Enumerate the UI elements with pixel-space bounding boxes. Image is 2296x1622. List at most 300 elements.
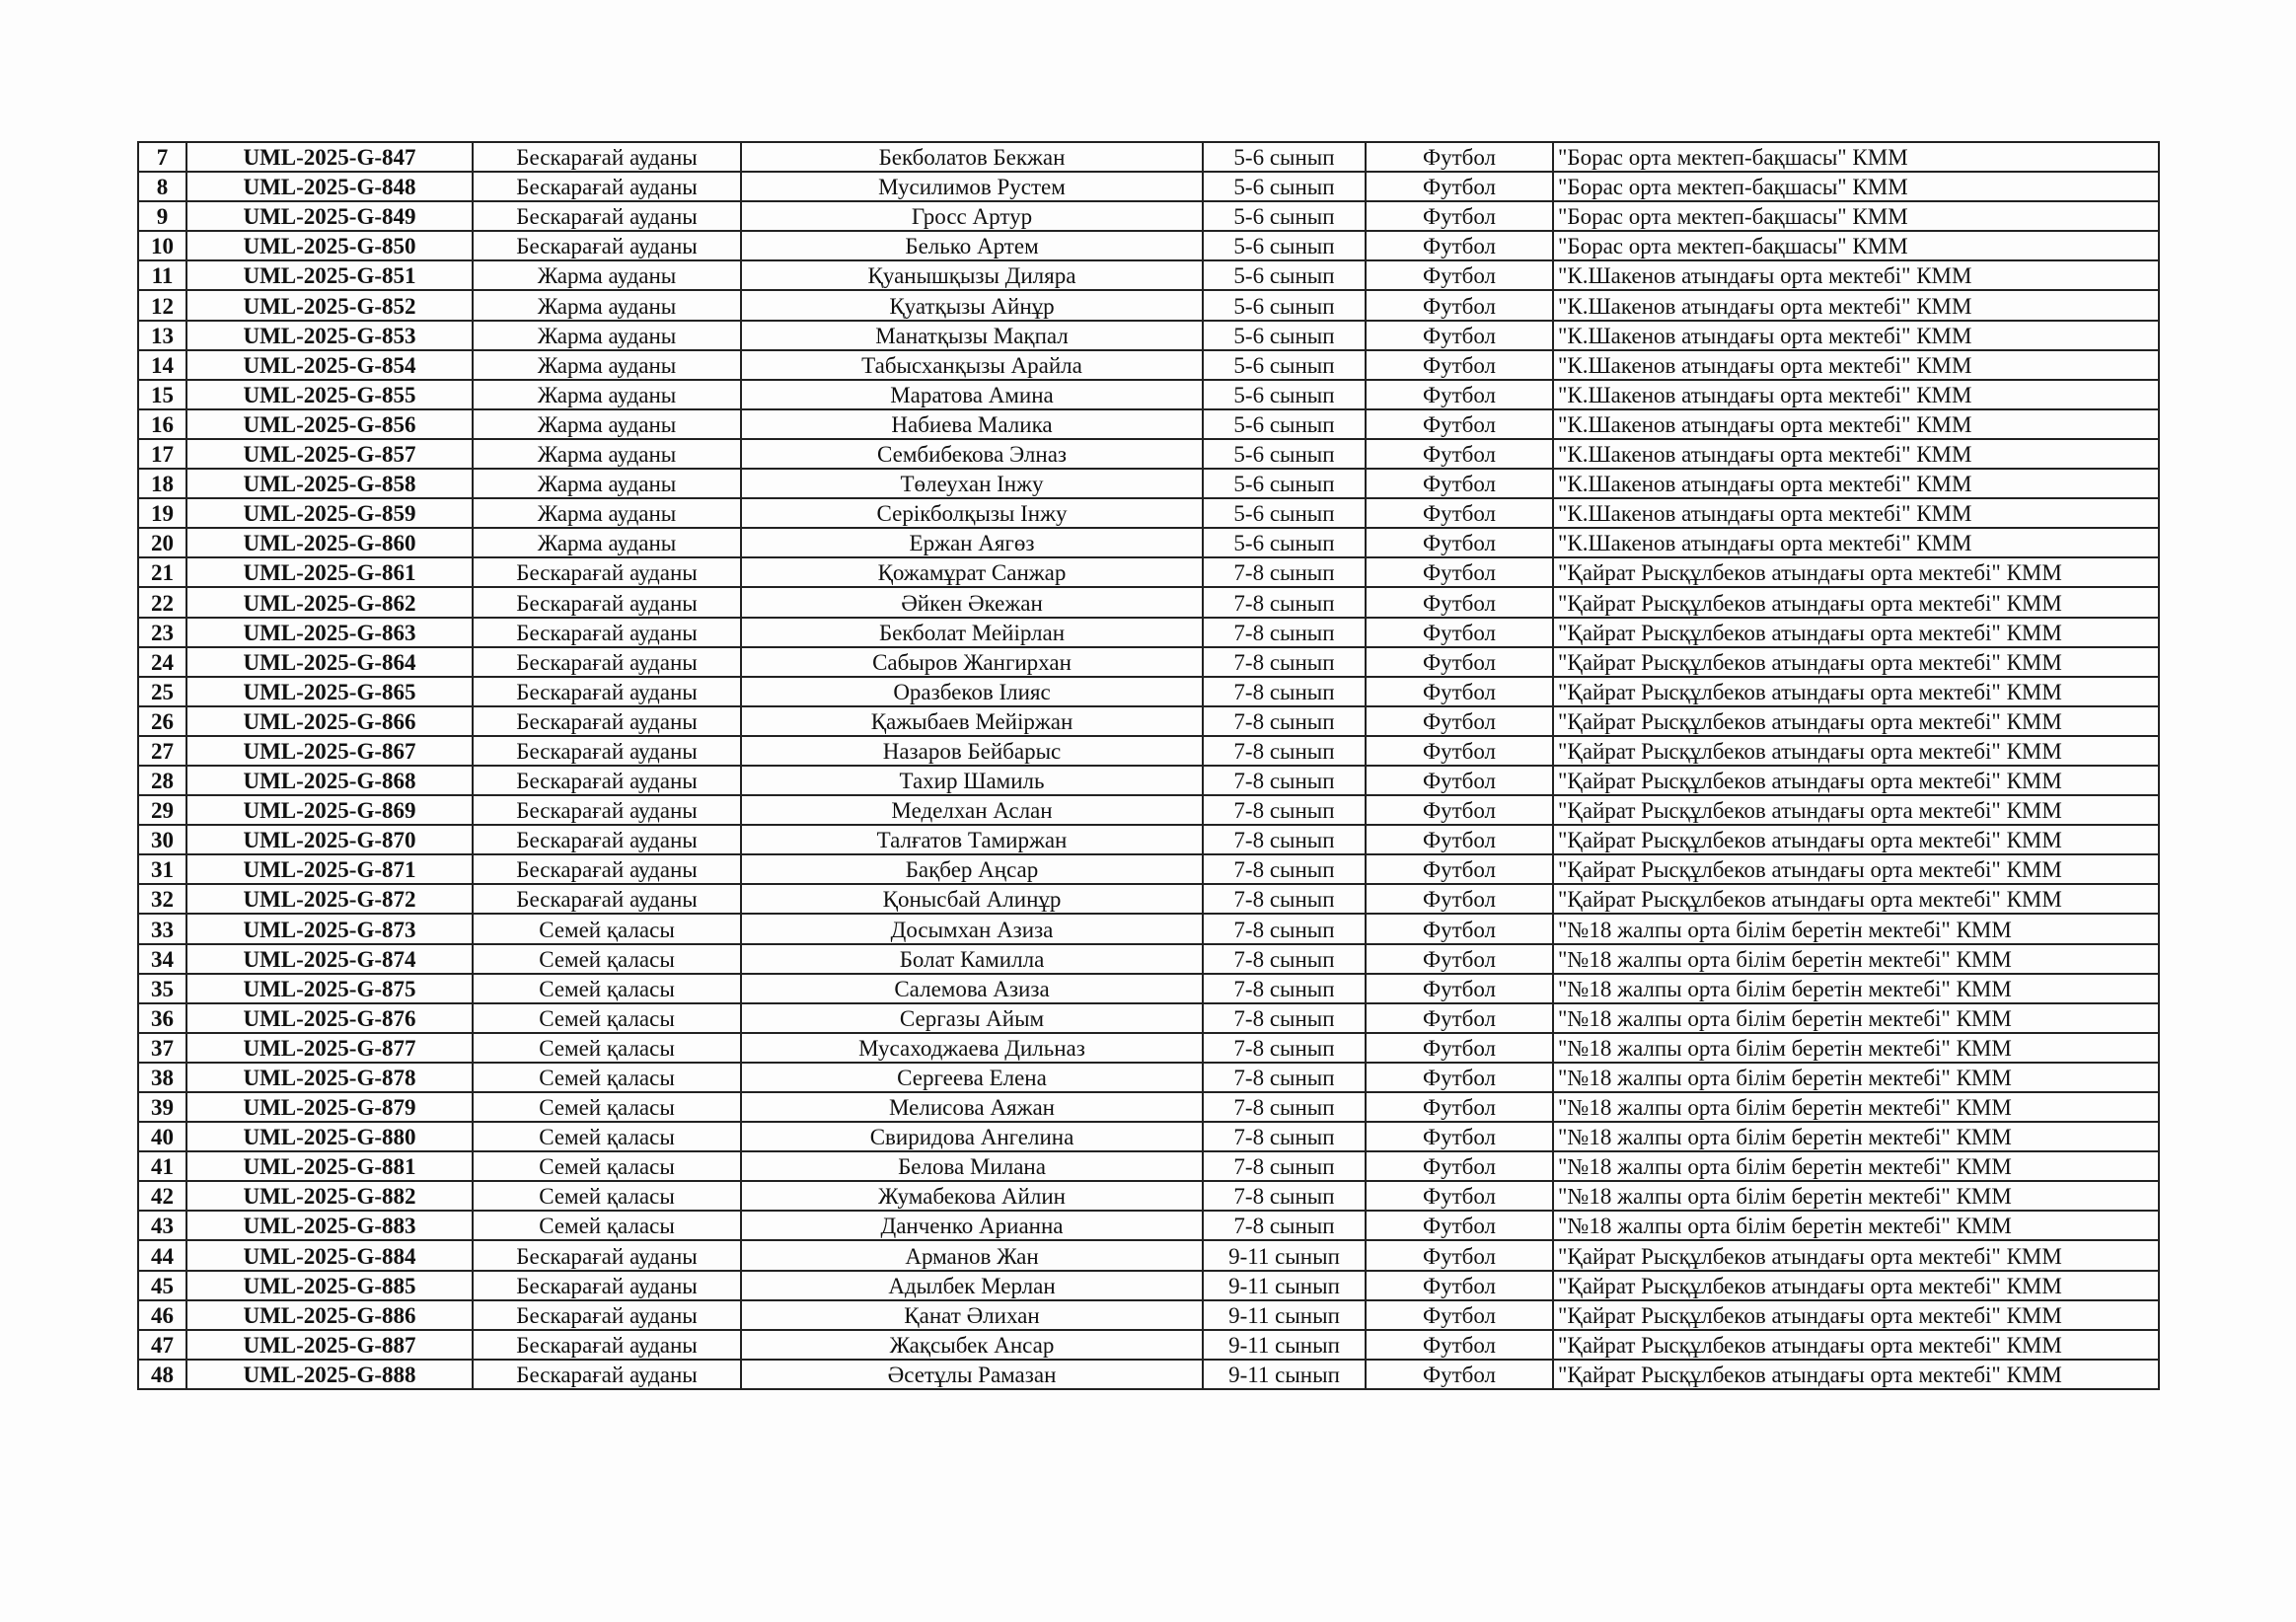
district-cell: Семей қаласы xyxy=(473,974,741,1003)
participant-code-cell: UML-2025-G-864 xyxy=(186,647,473,677)
district-cell: Семей қаласы xyxy=(473,1211,741,1240)
grade-group-cell: 7-8 сынып xyxy=(1203,706,1366,736)
district-cell: Семей қаласы xyxy=(473,1063,741,1092)
participant-name-cell: Салемова Азиза xyxy=(741,974,1203,1003)
row-number-cell: 23 xyxy=(138,618,186,647)
participant-name-cell: Сембибекова Элназ xyxy=(741,439,1203,469)
grade-group-cell: 7-8 сынып xyxy=(1203,825,1366,854)
school-name-cell: "Қайрат Рысқұлбеков атындағы орта мектебі" КММ xyxy=(1553,736,2159,766)
row-number-cell: 48 xyxy=(138,1360,186,1389)
district-cell: Бескарағай ауданы xyxy=(473,618,741,647)
participant-code-cell: UML-2025-G-879 xyxy=(186,1092,473,1122)
row-number-cell: 47 xyxy=(138,1330,186,1360)
table-row xyxy=(138,914,2159,943)
sport-cell: Футбол xyxy=(1366,944,1553,974)
participant-name-cell: Свиридова Ангелина xyxy=(741,1122,1203,1151)
school-name-cell: "Қайрат Рысқұлбеков атындағы орта мектебі" КММ xyxy=(1553,1300,2159,1330)
grade-group-cell: 5-6 сынып xyxy=(1203,260,1366,290)
sport-cell: Футбол xyxy=(1366,1003,1553,1033)
participants-table xyxy=(137,141,2160,1390)
participant-name-cell: Әсетұлы Рамазан xyxy=(741,1360,1203,1389)
school-name-cell: "К.Шакенов атындағы орта мектебі" КММ xyxy=(1553,498,2159,528)
school-name-cell: "Қайрат Рысқұлбеков атындағы орта мектебі" КММ xyxy=(1553,1360,2159,1389)
grade-group-cell: 7-8 сынып xyxy=(1203,557,1366,587)
row-number-cell: 41 xyxy=(138,1151,186,1181)
district-cell: Семей қаласы xyxy=(473,1181,741,1211)
row-number-cell: 16 xyxy=(138,409,186,439)
row-number-cell: 36 xyxy=(138,1003,186,1033)
school-name-cell: "Қайрат Рысқұлбеков атындағы орта мектебі" КММ xyxy=(1553,706,2159,736)
participant-code-cell: UML-2025-G-882 xyxy=(186,1181,473,1211)
participant-name-cell: Серікболқызы Інжу xyxy=(741,498,1203,528)
grade-group-cell: 9-11 сынып xyxy=(1203,1300,1366,1330)
grade-group-cell: 5-6 сынып xyxy=(1203,439,1366,469)
participant-name-cell: Арманов Жан xyxy=(741,1240,1203,1270)
participant-name-cell: Данченко Арианна xyxy=(741,1211,1203,1240)
district-cell: Семей қаласы xyxy=(473,1092,741,1122)
district-cell: Бескарағай ауданы xyxy=(473,172,741,201)
grade-group-cell: 7-8 сынып xyxy=(1203,587,1366,617)
participant-code-cell: UML-2025-G-880 xyxy=(186,1122,473,1151)
participant-name-cell: Оразбеков Ілияс xyxy=(741,677,1203,706)
table-row xyxy=(138,944,2159,974)
grade-group-cell: 5-6 сынып xyxy=(1203,380,1366,409)
sport-cell: Футбол xyxy=(1366,914,1553,943)
district-cell: Жарма ауданы xyxy=(473,260,741,290)
grade-group-cell: 5-6 сынып xyxy=(1203,142,1366,172)
participant-name-cell: Сергазы Айым xyxy=(741,1003,1203,1033)
table-row xyxy=(138,1122,2159,1151)
grade-group-cell: 5-6 сынып xyxy=(1203,321,1366,350)
sport-cell: Футбол xyxy=(1366,498,1553,528)
grade-group-cell: 7-8 сынып xyxy=(1203,1033,1366,1063)
district-cell: Бескарағай ауданы xyxy=(473,854,741,884)
sport-cell: Футбол xyxy=(1366,172,1553,201)
grade-group-cell: 9-11 сынып xyxy=(1203,1271,1366,1300)
school-name-cell: "Қайрат Рысқұлбеков атындағы орта мектебі" КММ xyxy=(1553,1330,2159,1360)
participant-name-cell: Қожамұрат Санжар xyxy=(741,557,1203,587)
table-row xyxy=(138,795,2159,825)
participant-code-cell: UML-2025-G-885 xyxy=(186,1271,473,1300)
participant-code-cell: UML-2025-G-877 xyxy=(186,1033,473,1063)
row-number-cell: 32 xyxy=(138,884,186,914)
sport-cell: Футбол xyxy=(1366,1181,1553,1211)
table-row xyxy=(138,528,2159,557)
row-number-cell: 43 xyxy=(138,1211,186,1240)
district-cell: Бескарағай ауданы xyxy=(473,677,741,706)
district-cell: Жарма ауданы xyxy=(473,469,741,498)
sport-cell: Футбол xyxy=(1366,1122,1553,1151)
table-row xyxy=(138,766,2159,795)
row-number-cell: 25 xyxy=(138,677,186,706)
sport-cell: Футбол xyxy=(1366,1271,1553,1300)
sport-cell: Футбол xyxy=(1366,1211,1553,1240)
participant-code-cell: UML-2025-G-850 xyxy=(186,231,473,260)
row-number-cell: 7 xyxy=(138,142,186,172)
participant-code-cell: UML-2025-G-873 xyxy=(186,914,473,943)
school-name-cell: "№18 жалпы орта білім беретін мектебі" КММ xyxy=(1553,1181,2159,1211)
table-row xyxy=(138,706,2159,736)
participant-name-cell: Маратова Амина xyxy=(741,380,1203,409)
table-row xyxy=(138,1240,2159,1270)
school-name-cell: "№18 жалпы орта білім беретін мектебі" КММ xyxy=(1553,974,2159,1003)
grade-group-cell: 7-8 сынып xyxy=(1203,1003,1366,1033)
grade-group-cell: 7-8 сынып xyxy=(1203,1092,1366,1122)
row-number-cell: 12 xyxy=(138,290,186,320)
school-name-cell: "К.Шакенов атындағы орта мектебі" КММ xyxy=(1553,409,2159,439)
sport-cell: Футбол xyxy=(1366,1151,1553,1181)
table-row xyxy=(138,231,2159,260)
row-number-cell: 30 xyxy=(138,825,186,854)
participant-code-cell: UML-2025-G-857 xyxy=(186,439,473,469)
participant-code-cell: UML-2025-G-878 xyxy=(186,1063,473,1092)
participant-name-cell: Болат Камилла xyxy=(741,944,1203,974)
school-name-cell: "№18 жалпы орта білім беретін мектебі" КММ xyxy=(1553,914,2159,943)
district-cell: Бескарағай ауданы xyxy=(473,736,741,766)
table-row xyxy=(138,884,2159,914)
participants-table-body xyxy=(138,142,2159,1389)
participant-code-cell: UML-2025-G-865 xyxy=(186,677,473,706)
district-cell: Бескарағай ауданы xyxy=(473,825,741,854)
participant-name-cell: Адылбек Мерлан xyxy=(741,1271,1203,1300)
participant-name-cell: Меделхан Аслан xyxy=(741,795,1203,825)
grade-group-cell: 7-8 сынып xyxy=(1203,974,1366,1003)
table-row xyxy=(138,825,2159,854)
participant-code-cell: UML-2025-G-848 xyxy=(186,172,473,201)
sport-cell: Футбол xyxy=(1366,766,1553,795)
district-cell: Семей қаласы xyxy=(473,914,741,943)
school-name-cell: "Қайрат Рысқұлбеков атындағы орта мектебі" КММ xyxy=(1553,884,2159,914)
district-cell: Семей қаласы xyxy=(473,1122,741,1151)
school-name-cell: "№18 жалпы орта білім беретін мектебі" КММ xyxy=(1553,1033,2159,1063)
participant-code-cell: UML-2025-G-867 xyxy=(186,736,473,766)
sport-cell: Футбол xyxy=(1366,1300,1553,1330)
table-row xyxy=(138,350,2159,380)
participant-code-cell: UML-2025-G-851 xyxy=(186,260,473,290)
district-cell: Бескарағай ауданы xyxy=(473,706,741,736)
participant-code-cell: UML-2025-G-856 xyxy=(186,409,473,439)
sport-cell: Футбол xyxy=(1366,677,1553,706)
sport-cell: Футбол xyxy=(1366,439,1553,469)
table-row xyxy=(138,1092,2159,1122)
table-row xyxy=(138,142,2159,172)
row-number-cell: 35 xyxy=(138,974,186,1003)
grade-group-cell: 7-8 сынып xyxy=(1203,1211,1366,1240)
sport-cell: Футбол xyxy=(1366,557,1553,587)
sport-cell: Футбол xyxy=(1366,142,1553,172)
participant-code-cell: UML-2025-G-876 xyxy=(186,1003,473,1033)
district-cell: Бескарағай ауданы xyxy=(473,795,741,825)
table-row xyxy=(138,469,2159,498)
school-name-cell: "Қайрат Рысқұлбеков атындағы орта мектебі" КММ xyxy=(1553,854,2159,884)
district-cell: Бескарағай ауданы xyxy=(473,201,741,231)
school-name-cell: "Қайрат Рысқұлбеков атындағы орта мектебі" КММ xyxy=(1553,1271,2159,1300)
participant-name-cell: Сабыров Жангирхан xyxy=(741,647,1203,677)
participant-code-cell: UML-2025-G-883 xyxy=(186,1211,473,1240)
sport-cell: Футбол xyxy=(1366,974,1553,1003)
table-row xyxy=(138,409,2159,439)
school-name-cell: "Қайрат Рысқұлбеков атындағы орта мектебі" КММ xyxy=(1553,1240,2159,1270)
sport-cell: Футбол xyxy=(1366,884,1553,914)
school-name-cell: "К.Шакенов атындағы орта мектебі" КММ xyxy=(1553,439,2159,469)
grade-group-cell: 7-8 сынып xyxy=(1203,647,1366,677)
grade-group-cell: 7-8 сынып xyxy=(1203,1063,1366,1092)
participant-code-cell: UML-2025-G-862 xyxy=(186,587,473,617)
school-name-cell: "К.Шакенов атындағы орта мектебі" КММ xyxy=(1553,350,2159,380)
sport-cell: Футбол xyxy=(1366,321,1553,350)
sport-cell: Футбол xyxy=(1366,290,1553,320)
sport-cell: Футбол xyxy=(1366,350,1553,380)
sport-cell: Футбол xyxy=(1366,201,1553,231)
school-name-cell: "Қайрат Рысқұлбеков атындағы орта мектебі" КММ xyxy=(1553,766,2159,795)
row-number-cell: 39 xyxy=(138,1092,186,1122)
row-number-cell: 20 xyxy=(138,528,186,557)
participant-name-cell: Тахир Шамиль xyxy=(741,766,1203,795)
table-row xyxy=(138,439,2159,469)
school-name-cell: "№18 жалпы орта білім беретін мектебі" КММ xyxy=(1553,1003,2159,1033)
sport-cell: Футбол xyxy=(1366,587,1553,617)
grade-group-cell: 5-6 сынып xyxy=(1203,172,1366,201)
school-name-cell: "К.Шакенов атындағы орта мектебі" КММ xyxy=(1553,290,2159,320)
grade-group-cell: 7-8 сынып xyxy=(1203,1151,1366,1181)
district-cell: Бескарағай ауданы xyxy=(473,1240,741,1270)
sport-cell: Футбол xyxy=(1366,1240,1553,1270)
district-cell: Бескарағай ауданы xyxy=(473,231,741,260)
participant-code-cell: UML-2025-G-860 xyxy=(186,528,473,557)
table-row xyxy=(138,1271,2159,1300)
row-number-cell: 34 xyxy=(138,944,186,974)
participant-name-cell: Мусилимов Рустем xyxy=(741,172,1203,201)
school-name-cell: "К.Шакенов атындағы орта мектебі" КММ xyxy=(1553,260,2159,290)
participant-name-cell: Қуанышқызы Диляра xyxy=(741,260,1203,290)
school-name-cell: "Қайрат Рысқұлбеков атындағы орта мектебі" КММ xyxy=(1553,647,2159,677)
grade-group-cell: 7-8 сынып xyxy=(1203,795,1366,825)
participant-name-cell: Жумабекова Айлин xyxy=(741,1181,1203,1211)
table-row xyxy=(138,498,2159,528)
participant-name-cell: Қанат Әлихан xyxy=(741,1300,1203,1330)
grade-group-cell: 5-6 сынып xyxy=(1203,201,1366,231)
participant-code-cell: UML-2025-G-887 xyxy=(186,1330,473,1360)
participant-code-cell: UML-2025-G-869 xyxy=(186,795,473,825)
district-cell: Жарма ауданы xyxy=(473,409,741,439)
sport-cell: Футбол xyxy=(1366,706,1553,736)
sport-cell: Футбол xyxy=(1366,1033,1553,1063)
participant-name-cell: Белько Артем xyxy=(741,231,1203,260)
grade-group-cell: 7-8 сынып xyxy=(1203,1181,1366,1211)
district-cell: Бескарағай ауданы xyxy=(473,647,741,677)
school-name-cell: "Қайрат Рысқұлбеков атындағы орта мектебі" КММ xyxy=(1553,677,2159,706)
school-name-cell: "Қайрат Рысқұлбеков атындағы орта мектебі" КММ xyxy=(1553,587,2159,617)
sport-cell: Футбол xyxy=(1366,736,1553,766)
participant-code-cell: UML-2025-G-863 xyxy=(186,618,473,647)
grade-group-cell: 7-8 сынып xyxy=(1203,944,1366,974)
participant-code-cell: UML-2025-G-847 xyxy=(186,142,473,172)
school-name-cell: "К.Шакенов атындағы орта мектебі" КММ xyxy=(1553,469,2159,498)
district-cell: Жарма ауданы xyxy=(473,321,741,350)
school-name-cell: "К.Шакенов атындағы орта мектебі" КММ xyxy=(1553,321,2159,350)
row-number-cell: 9 xyxy=(138,201,186,231)
row-number-cell: 15 xyxy=(138,380,186,409)
participant-name-cell: Ержан Аягөз xyxy=(741,528,1203,557)
grade-group-cell: 7-8 сынып xyxy=(1203,618,1366,647)
participant-code-cell: UML-2025-G-870 xyxy=(186,825,473,854)
row-number-cell: 22 xyxy=(138,587,186,617)
school-name-cell: "Қайрат Рысқұлбеков атындағы орта мектебі" КММ xyxy=(1553,557,2159,587)
sport-cell: Футбол xyxy=(1366,618,1553,647)
participant-code-cell: UML-2025-G-861 xyxy=(186,557,473,587)
participant-name-cell: Сергеева Елена xyxy=(741,1063,1203,1092)
row-number-cell: 38 xyxy=(138,1063,186,1092)
participant-name-cell: Жақсыбек Ансар xyxy=(741,1330,1203,1360)
table-row xyxy=(138,1360,2159,1389)
district-cell: Семей қаласы xyxy=(473,1033,741,1063)
district-cell: Семей қаласы xyxy=(473,1151,741,1181)
row-number-cell: 17 xyxy=(138,439,186,469)
district-cell: Жарма ауданы xyxy=(473,528,741,557)
district-cell: Жарма ауданы xyxy=(473,439,741,469)
row-number-cell: 46 xyxy=(138,1300,186,1330)
participant-code-cell: UML-2025-G-849 xyxy=(186,201,473,231)
row-number-cell: 37 xyxy=(138,1033,186,1063)
table-row xyxy=(138,1181,2159,1211)
district-cell: Бескарағай ауданы xyxy=(473,884,741,914)
participant-code-cell: UML-2025-G-884 xyxy=(186,1240,473,1270)
sport-cell: Футбол xyxy=(1366,260,1553,290)
sport-cell: Футбол xyxy=(1366,854,1553,884)
table-row xyxy=(138,647,2159,677)
grade-group-cell: 7-8 сынып xyxy=(1203,766,1366,795)
participant-code-cell: UML-2025-G-874 xyxy=(186,944,473,974)
table-row xyxy=(138,618,2159,647)
table-row xyxy=(138,974,2159,1003)
participant-code-cell: UML-2025-G-872 xyxy=(186,884,473,914)
sport-cell: Футбол xyxy=(1366,1330,1553,1360)
participant-code-cell: UML-2025-G-854 xyxy=(186,350,473,380)
district-cell: Бескарағай ауданы xyxy=(473,587,741,617)
school-name-cell: "Қайрат Рысқұлбеков атындағы орта мектебі" КММ xyxy=(1553,618,2159,647)
participant-code-cell: UML-2025-G-852 xyxy=(186,290,473,320)
row-number-cell: 18 xyxy=(138,469,186,498)
row-number-cell: 28 xyxy=(138,766,186,795)
sport-cell: Футбол xyxy=(1366,409,1553,439)
table-row xyxy=(138,380,2159,409)
grade-group-cell: 7-8 сынып xyxy=(1203,914,1366,943)
grade-group-cell: 7-8 сынып xyxy=(1203,884,1366,914)
sport-cell: Футбол xyxy=(1366,647,1553,677)
table-row xyxy=(138,1063,2159,1092)
participant-code-cell: UML-2025-G-886 xyxy=(186,1300,473,1330)
participant-name-cell: Назаров Бейбарыс xyxy=(741,736,1203,766)
school-name-cell: "Борас орта мектеп-бақшасы" КММ xyxy=(1553,231,2159,260)
school-name-cell: "Борас орта мектеп-бақшасы" КММ xyxy=(1553,172,2159,201)
participant-code-cell: UML-2025-G-853 xyxy=(186,321,473,350)
table-row xyxy=(138,201,2159,231)
row-number-cell: 13 xyxy=(138,321,186,350)
school-name-cell: "№18 жалпы орта білім беретін мектебі" КММ xyxy=(1553,1151,2159,1181)
participant-name-cell: Бекболатов Бекжан xyxy=(741,142,1203,172)
district-cell: Семей қаласы xyxy=(473,944,741,974)
grade-group-cell: 5-6 сынып xyxy=(1203,231,1366,260)
grade-group-cell: 7-8 сынып xyxy=(1203,854,1366,884)
participant-name-cell: Мелисова Аяжан xyxy=(741,1092,1203,1122)
row-number-cell: 33 xyxy=(138,914,186,943)
sport-cell: Футбол xyxy=(1366,469,1553,498)
table-row xyxy=(138,854,2159,884)
grade-group-cell: 5-6 сынып xyxy=(1203,350,1366,380)
grade-group-cell: 7-8 сынып xyxy=(1203,677,1366,706)
grade-group-cell: 5-6 сынып xyxy=(1203,469,1366,498)
participant-code-cell: UML-2025-G-871 xyxy=(186,854,473,884)
participant-name-cell: Қонысбай Алинұр xyxy=(741,884,1203,914)
row-number-cell: 14 xyxy=(138,350,186,380)
school-name-cell: "№18 жалпы орта білім беретін мектебі" КММ xyxy=(1553,1063,2159,1092)
table-row xyxy=(138,1151,2159,1181)
row-number-cell: 8 xyxy=(138,172,186,201)
grade-group-cell: 9-11 сынып xyxy=(1203,1330,1366,1360)
district-cell: Жарма ауданы xyxy=(473,350,741,380)
participant-code-cell: UML-2025-G-881 xyxy=(186,1151,473,1181)
participant-name-cell: Табысханқызы Арайла xyxy=(741,350,1203,380)
participant-name-cell: Гросс Артур xyxy=(741,201,1203,231)
participant-name-cell: Набиева Малика xyxy=(741,409,1203,439)
participant-name-cell: Досымхан Азиза xyxy=(741,914,1203,943)
school-name-cell: "№18 жалпы орта білім беретін мектебі" КММ xyxy=(1553,1092,2159,1122)
school-name-cell: "№18 жалпы орта білім беретін мектебі" КММ xyxy=(1553,1211,2159,1240)
district-cell: Бескарағай ауданы xyxy=(473,142,741,172)
participant-code-cell: UML-2025-G-858 xyxy=(186,469,473,498)
district-cell: Жарма ауданы xyxy=(473,498,741,528)
grade-group-cell: 5-6 сынып xyxy=(1203,528,1366,557)
row-number-cell: 24 xyxy=(138,647,186,677)
table-row xyxy=(138,677,2159,706)
school-name-cell: "К.Шакенов атындағы орта мектебі" КММ xyxy=(1553,380,2159,409)
participant-name-cell: Қуатқызы Айнұр xyxy=(741,290,1203,320)
row-number-cell: 10 xyxy=(138,231,186,260)
row-number-cell: 26 xyxy=(138,706,186,736)
row-number-cell: 31 xyxy=(138,854,186,884)
grade-group-cell: 7-8 сынып xyxy=(1203,1122,1366,1151)
sport-cell: Футбол xyxy=(1366,1360,1553,1389)
participant-name-cell: Қажыбаев Мейіржан xyxy=(741,706,1203,736)
participant-name-cell: Төлеухан Інжу xyxy=(741,469,1203,498)
school-name-cell: "Борас орта мектеп-бақшасы" КММ xyxy=(1553,142,2159,172)
school-name-cell: "Қайрат Рысқұлбеков атындағы орта мектебі" КММ xyxy=(1553,795,2159,825)
sport-cell: Футбол xyxy=(1366,1063,1553,1092)
participant-name-cell: Белова Милана xyxy=(741,1151,1203,1181)
row-number-cell: 42 xyxy=(138,1181,186,1211)
school-name-cell: "№18 жалпы орта білім беретін мектебі" КММ xyxy=(1553,1122,2159,1151)
table-row xyxy=(138,321,2159,350)
table-row xyxy=(138,1300,2159,1330)
table-row xyxy=(138,1033,2159,1063)
participant-code-cell: UML-2025-G-888 xyxy=(186,1360,473,1389)
participant-code-cell: UML-2025-G-868 xyxy=(186,766,473,795)
row-number-cell: 27 xyxy=(138,736,186,766)
table-row xyxy=(138,172,2159,201)
row-number-cell: 21 xyxy=(138,557,186,587)
school-name-cell: "№18 жалпы орта білім беретін мектебі" КММ xyxy=(1553,944,2159,974)
school-name-cell: "К.Шакенов атындағы орта мектебі" КММ xyxy=(1553,528,2159,557)
participant-code-cell: UML-2025-G-875 xyxy=(186,974,473,1003)
table-row xyxy=(138,587,2159,617)
sport-cell: Футбол xyxy=(1366,528,1553,557)
district-cell: Жарма ауданы xyxy=(473,380,741,409)
sport-cell: Футбол xyxy=(1366,231,1553,260)
table-row xyxy=(138,557,2159,587)
sport-cell: Футбол xyxy=(1366,795,1553,825)
grade-group-cell: 9-11 сынып xyxy=(1203,1360,1366,1389)
school-name-cell: "Борас орта мектеп-бақшасы" КММ xyxy=(1553,201,2159,231)
